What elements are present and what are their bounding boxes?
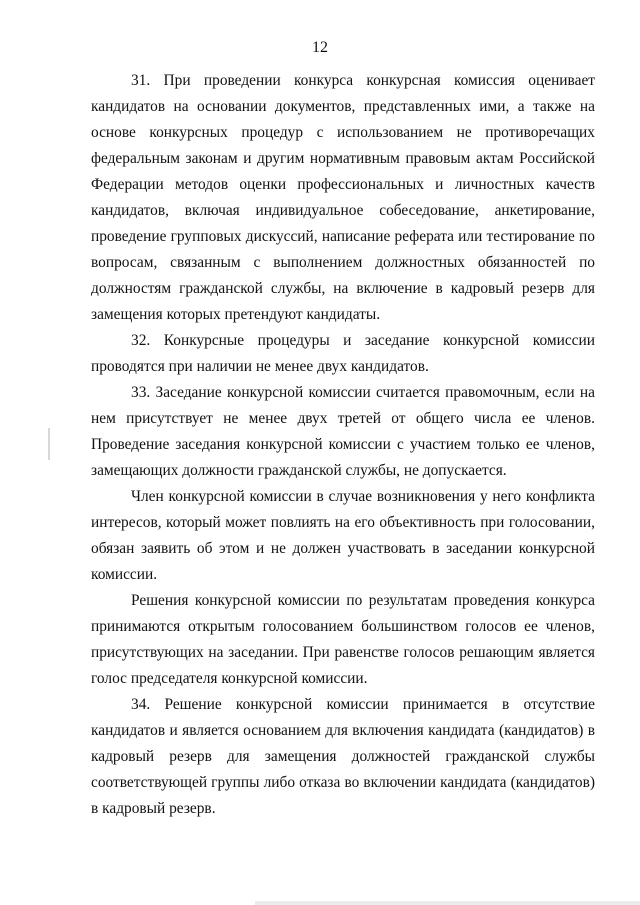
scan-margin-mark	[48, 428, 50, 460]
paragraph-voting: Решения конкурсной комиссии по результатам проведения конкурса принимаются открытым голосованием большинством голосов ее членов, присутствующих на заседании. При равенстве голосов решающим является голос председателя конкурсной комиссии.	[91, 592, 595, 687]
scan-bottom-edge	[255, 901, 640, 905]
paragraph-conflict-of-interest: Член конкурсной комиссии в случае возникновения у него конфликта интересов, который может повлиять на его объективность при голосовании, обязан заявить об этом и не должен участвовать в заседании конкурсной комиссии.	[91, 488, 595, 583]
page-number: 12	[312, 39, 328, 56]
paragraph-32: 32. Конкурсные процедуры и заседание конкурсной комиссии проводятся при наличии не менее двух кандидатов.	[91, 332, 595, 375]
paragraph-34: 34. Решение конкурсной комиссии принимается в отсутствие кандидатов и является основанием для включения кандидата (кандидатов) в кадровый резерв для замещения должностей гражданской службы соответствующей группы либо отказа во включении кандидата (кандидатов) в кадровый резерв.	[91, 696, 595, 817]
document-body	[91, 68, 595, 822]
paragraph-31: 31. При проведении конкурса конкурсная комиссия оценивает кандидатов на основании документов, представленных ими, а также на основе конкурсных процедур с использованием не противоречащих федеральным законам и другим нормативным правовым актам Российской Федерации методов оценки профессиональных и личностных качеств кандидатов, включая индивидуальное собеседование, анкетирование, проведение групповых дискуссий, написание реферата или тестирование по вопросам, связанным с выполнением должностных обязанностей по должностям гражданской службы, на включение в кадровый резерв для замещения которых претендуют кандидаты.	[91, 72, 595, 323]
paragraph-33: 33. Заседание конкурсной комиссии считается правомочным, если на нем присутствует не менее двух третей от общего числа ее членов. Проведение заседания конкурсной комиссии с участием только ее членов, замещающих должности гражданской службы, не допускается.	[91, 384, 595, 479]
